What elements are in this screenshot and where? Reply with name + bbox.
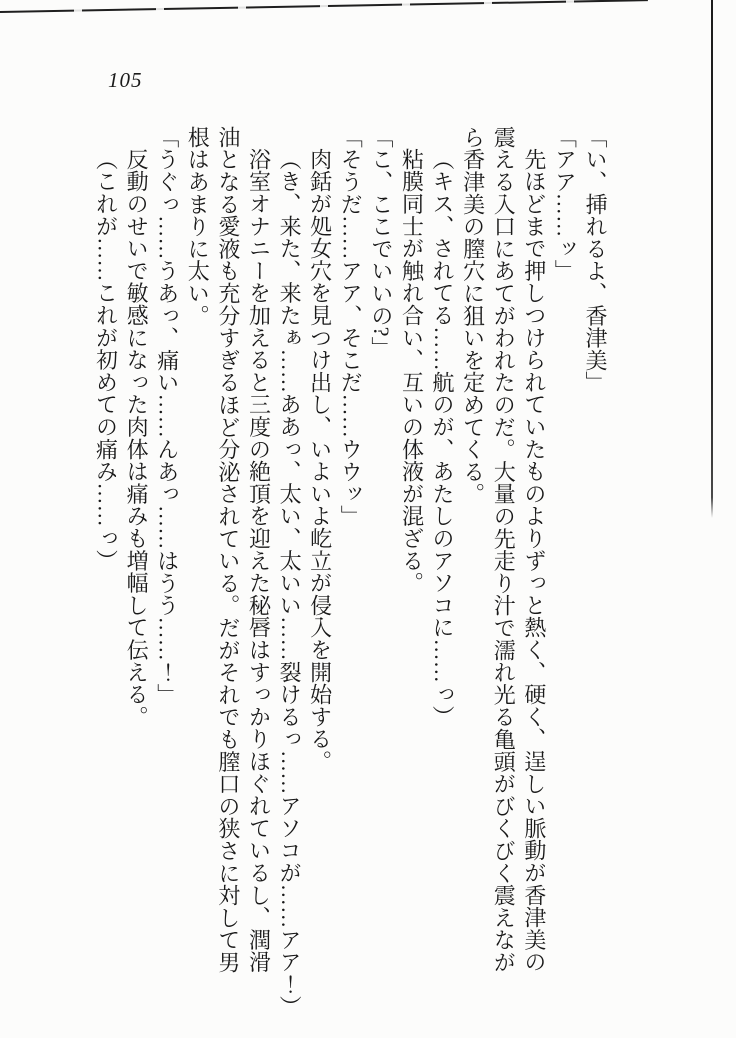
text-line: 「アア……ッ」 xyxy=(552,126,578,283)
text-line: 油となる愛液も充分すぎるほど分泌されている。だがそれでも膣口の狭さに対して男 xyxy=(215,126,241,974)
text-line: 震える入口にあてがわれたのだ。大量の先走り汁で濡れ光る亀頭がびくびく震えなが xyxy=(491,126,517,974)
text-line: ら香津美の膣穴に狙いを定めてくる。 xyxy=(460,126,486,506)
text-line: 根はあまりに太い。 xyxy=(185,126,211,327)
text-line: 「そうだ……アア、そこだ……ウウッ」 xyxy=(338,126,364,528)
text-line: 粘膜同士が触れ合い、互いの体液が混ざる。 xyxy=(399,148,425,594)
page-number: 105 xyxy=(108,68,143,92)
text-line: 「こ、ここでいいの?」 xyxy=(368,126,394,360)
text-line: 「うぐっ……うあっ、痛い……んあっ……はうう……！」 xyxy=(154,126,180,706)
text-line: （き、来た、来たぁ……ああっ、太い、太いい……裂けるっ……アソコが……アア！） xyxy=(277,148,303,1018)
text-block xyxy=(90,126,610,1018)
page-right-edge-line xyxy=(711,0,713,518)
text-line: （これが……これが初めての痛み……っ） xyxy=(93,148,119,572)
text-line: 反動のせいで敏感になった肉体は痛みも増幅して伝える。 xyxy=(124,148,150,728)
page-top-edge-line xyxy=(0,0,648,13)
text-line: 肉銛が処女穴を見つけ出し、いよいよ屹立が侵入を開始する。 xyxy=(307,148,333,773)
text-line: （キス、されてる……航のが、あたしのアソコに……っ） xyxy=(430,148,456,728)
text-line: 先ほどまで押しつけられていたものよりずっと熱く、硬く、逞しい脈動が香津美の xyxy=(521,148,547,974)
text-line: 浴室オナニーを加えると三度の絶頂を迎えた秘唇はすっかりほぐれているし、潤滑 xyxy=(246,148,272,974)
text-line: 「い、挿れるよ、香津美」 xyxy=(583,126,608,394)
